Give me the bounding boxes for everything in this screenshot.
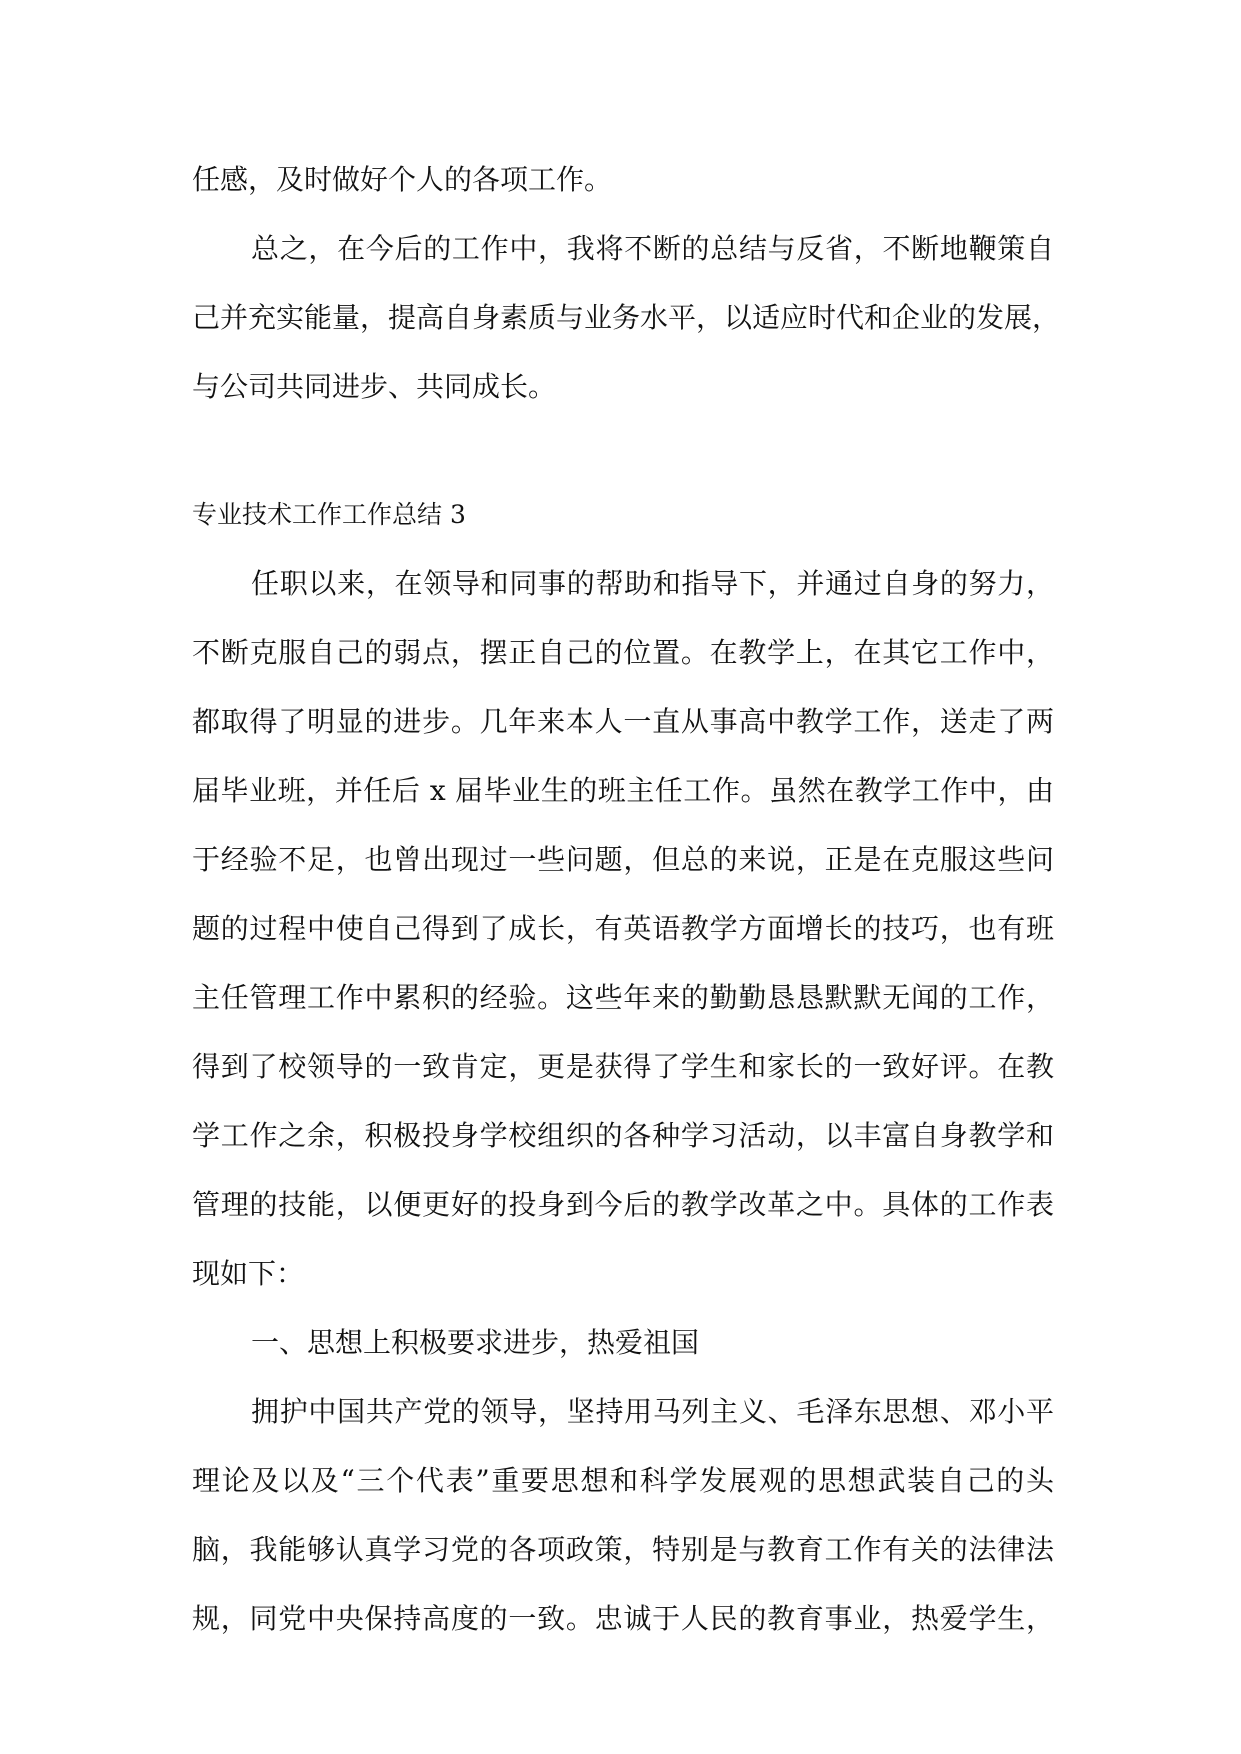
paragraph-line: 与公司共同进步、共同成长。	[192, 370, 557, 403]
paragraph-line: 任职以来，在领导和同事的帮助和指导下，并通过自身的努力，	[251, 567, 1054, 600]
paragraph-line: 主任管理工作中累积的经验。这些年来的勤勤恳恳默默无闻的工作，	[192, 981, 1054, 1014]
paragraph-line: 届毕业班，并任后 x 届毕业生的班主任工作。虽然在教学工作中，由	[192, 774, 1054, 807]
paragraph-line: 得到了校领导的一致肯定，更是获得了学生和家长的一致好评。在教	[192, 1050, 1054, 1083]
paragraph-line: 于经验不足，也曾出现过一些问题，但总的来说，正是在克服这些问	[192, 843, 1054, 876]
paragraph-line: 任感，及时做好个人的各项工作。	[192, 163, 613, 196]
paragraph-line: 现如下：	[192, 1257, 305, 1290]
subheading-line: 一、思想上积极要求进步，热爱祖国	[251, 1326, 700, 1359]
section-heading: 专业技术工作工作总结 3	[192, 500, 466, 529]
paragraph-line: 拥护中国共产党的领导，坚持用马列主义、毛泽东思想、邓小平	[251, 1395, 1054, 1428]
paragraph-line: 题的过程中使自己得到了成长，有英语教学方面增长的技巧，也有班	[192, 912, 1054, 945]
paragraph-line: 理论及以及“三个代表”重要思想和科学发展观的思想武装自己的头	[192, 1464, 1054, 1497]
paragraph-line: 己并充实能量，提高自身素质与业务水平，以适应时代和企业的发展，	[192, 301, 1061, 334]
paragraph-line: 学工作之余，积极投身学校组织的各种学习活动，以丰富自身教学和	[192, 1119, 1054, 1152]
paragraph-line: 管理的技能，以便更好的投身到今后的教学改革之中。具体的工作表	[192, 1188, 1054, 1221]
paragraph-line: 都取得了明显的进步。几年来本人一直从事高中教学工作，送走了两	[192, 705, 1054, 738]
paragraph-line: 总之，在今后的工作中，我将不断的总结与反省，不断地鞭策自	[251, 232, 1054, 265]
paragraph-line: 不断克服自己的弱点，摆正自己的位置。在教学上，在其它工作中，	[192, 636, 1054, 669]
paragraph-line: 脑，我能够认真学习党的各项政策，特别是与教育工作有关的法律法	[192, 1533, 1054, 1566]
paragraph-line: 规，同党中央保持高度的一致。忠诚于人民的教育事业，热爱学生，	[192, 1602, 1054, 1635]
